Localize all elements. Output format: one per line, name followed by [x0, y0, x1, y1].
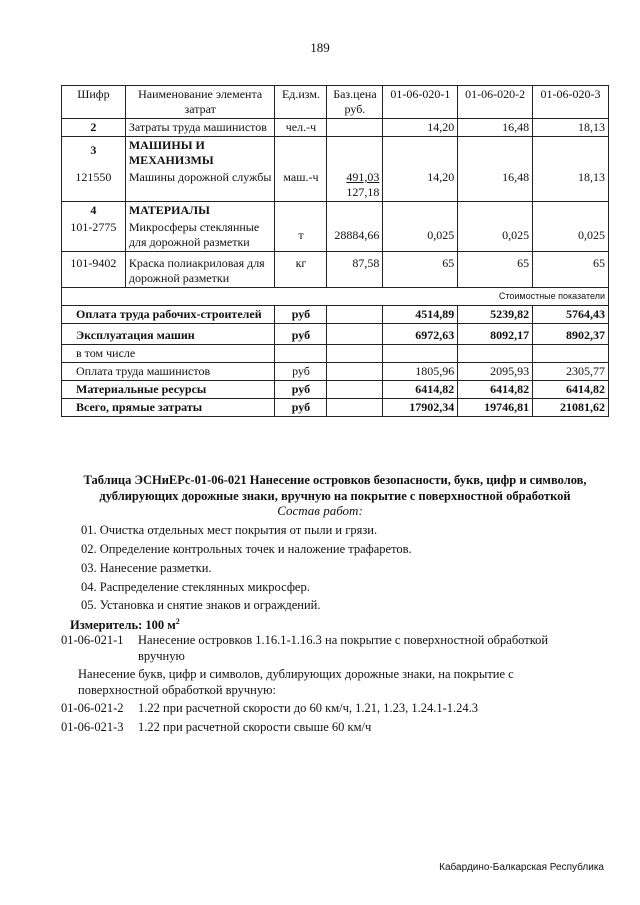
row-code: 4: [62, 202, 126, 220]
cost-name: Эксплуатация машин: [62, 324, 275, 345]
row-price: [327, 119, 383, 137]
measure-label: Измеритель: 100 м: [70, 618, 176, 633]
work-item: 04. Распределение стеклянных микросфер.: [81, 580, 310, 594]
cost-row: [62, 324, 609, 345]
table-header-row: [62, 86, 609, 119]
cost-v2: 5239,82: [458, 306, 533, 324]
row-v1: 65: [383, 252, 458, 288]
row-code: 101-2775: [62, 219, 126, 252]
cost-row: [62, 381, 609, 399]
table-row: [62, 137, 609, 170]
header-price: Баз.цена руб.: [327, 86, 383, 119]
row-v1: 14,20: [383, 169, 458, 202]
item-code: 01-06-021-2: [61, 701, 124, 715]
row-name: Затраты труда машинистов: [125, 119, 275, 137]
cost-name: Оплата труда машинистов: [62, 363, 275, 381]
header-unit: Ед.изм.: [275, 86, 327, 119]
work-item: 05. Установка и снятие знаков и ограждений.: [81, 598, 321, 612]
table-row: [62, 169, 609, 202]
table-row: [62, 119, 609, 137]
row-v3: 18,13: [533, 169, 609, 202]
row-code: 2: [62, 119, 126, 137]
row-code: 101-9402: [62, 252, 126, 288]
row-v3: 18,13: [533, 119, 609, 137]
measure-sup: 2: [175, 617, 180, 626]
row-price: 28884,66: [327, 219, 383, 252]
cost-row: [62, 306, 609, 324]
row-v2: 0,025: [458, 219, 533, 252]
row-v1: 14,20: [383, 119, 458, 137]
table-row: [62, 252, 609, 288]
cost-v1: 6972,63: [383, 324, 458, 345]
row-v1: 0,025: [383, 219, 458, 252]
page-footer: Кабардино-Балкарская Республика: [439, 862, 604, 873]
item-text: Нанесение островков 1.16.1-1.16.3 на покрытие с поверхностной обработкой: [138, 633, 549, 647]
cost-v3: 2305,77: [533, 363, 609, 381]
cost-row: [62, 363, 609, 381]
cost-indicators-label: Стоимостные показатели: [62, 288, 609, 306]
cost-v1: 6414,82: [383, 381, 458, 399]
work-item: 01. Очистка отдельных мест покрытия от пыли и грязи.: [81, 523, 378, 537]
row-name: Краска полиакриловая для дорожной разметки: [125, 252, 275, 288]
item-code: 01-06-021-1: [61, 633, 124, 647]
row-unit: т: [275, 219, 327, 252]
section-title: [61, 472, 609, 504]
norms-table: [61, 85, 609, 417]
item-code: 01-06-021-3: [61, 720, 124, 734]
header-col3: 01-06-020-3: [533, 86, 609, 119]
cost-v3: 21081,62: [533, 399, 609, 417]
cost-v2: 6414,82: [458, 381, 533, 399]
cost-v1: 17902,34: [383, 399, 458, 417]
header-col2: 01-06-020-2: [458, 86, 533, 119]
row-unit: кг: [275, 252, 327, 288]
cost-row: [62, 399, 609, 417]
page-number: 189: [310, 40, 330, 55]
header-name: Наименование элемента затрат: [125, 86, 275, 119]
cost-name: Всего, прямые затраты: [62, 399, 275, 417]
cost-v1: 4514,89: [383, 306, 458, 324]
cost-incl-label: в том числе: [62, 345, 275, 363]
row-unit: чел.-ч: [275, 119, 327, 137]
cost-unit: руб: [275, 399, 327, 417]
cost-unit: руб: [275, 324, 327, 345]
price-main: 491,03: [346, 170, 380, 184]
measure-unit: [70, 614, 180, 633]
row-v2: 16,48: [458, 169, 533, 202]
row-price: [327, 169, 383, 202]
group-text: Нанесение букв, цифр и символов, дублирующих дорожные знаки, на покрытие с: [78, 667, 514, 681]
cost-row: [62, 345, 609, 363]
cost-unit: руб: [275, 363, 327, 381]
cost-v2: 8092,17: [458, 324, 533, 345]
row-v3: 0,025: [533, 219, 609, 252]
row-name: Микросферы стеклянные для дорожной разметки: [125, 219, 275, 252]
row-price: 87,58: [327, 252, 383, 288]
row-v2: 65: [458, 252, 533, 288]
group-text: поверхностной обработкой вручную:: [78, 683, 276, 697]
row-unit: маш.-ч: [275, 169, 327, 202]
cost-v2: 2095,93: [458, 363, 533, 381]
table-row: [62, 219, 609, 252]
cost-unit: руб: [275, 306, 327, 324]
item-text: 1.22 при расчетной скорости до 60 км/ч, 1.21, 1.23, 1.24.1-1.24.3: [138, 701, 479, 715]
row-section-name: МАШИНЫ И МЕХАНИЗМЫ: [125, 137, 275, 170]
cost-v3: 6414,82: [533, 381, 609, 399]
row-code: 3: [62, 137, 126, 170]
header-code: Шифр: [62, 86, 126, 119]
section-title-line2: дублирующих дорожные знаки, вручную на покрытие с поверхностной обработкой: [99, 489, 571, 503]
row-section-name: МАТЕРИАЛЫ: [125, 202, 275, 220]
cost-v2: 19746,81: [458, 399, 533, 417]
work-item: 02. Определение контрольных точек и наложение трафаретов.: [81, 542, 412, 556]
row-code: 121550: [62, 169, 126, 202]
cost-unit: руб: [275, 381, 327, 399]
row-v3: 65: [533, 252, 609, 288]
table-row: [62, 202, 609, 220]
item-text: вручную: [138, 649, 185, 663]
cost-v3: 5764,43: [533, 306, 609, 324]
works-heading: Состав работ:: [277, 503, 363, 518]
cost-v3: 8902,37: [533, 324, 609, 345]
section-title-line1: Таблица ЭСНиЕРс-01-06-021 Нанесение островков безопасности, букв, цифр и символов,: [83, 473, 587, 487]
cost-name: Материальные ресурсы: [62, 381, 275, 399]
work-item: 03. Нанесение разметки.: [81, 561, 212, 575]
row-name: Машины дорожной службы: [125, 169, 275, 202]
item-text: 1.22 при расчетной скорости свыше 60 км/ч: [138, 720, 372, 734]
cost-separator-row: [62, 288, 609, 306]
cost-name: Оплата труда рабочих-строителей: [62, 306, 275, 324]
price-operators: 127,18: [346, 185, 380, 199]
row-v2: 16,48: [458, 119, 533, 137]
cost-v1: 1805,96: [383, 363, 458, 381]
header-col1: 01-06-020-1: [383, 86, 458, 119]
